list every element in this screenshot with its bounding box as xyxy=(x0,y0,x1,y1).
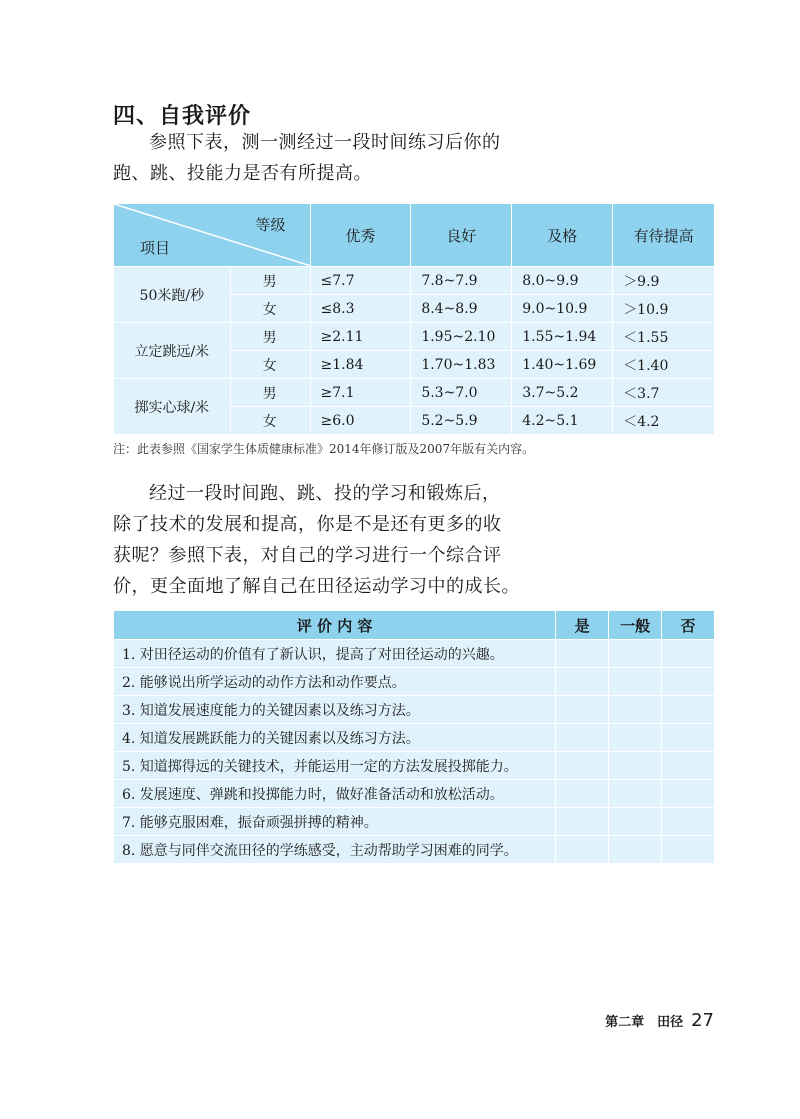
value-cell: 3.7~5.2 xyxy=(512,379,613,407)
rating-cell-no[interactable] xyxy=(662,696,715,724)
table-row xyxy=(114,752,715,780)
evaluation-item: 4. 知道发展跳跃能力的关键因素以及练习方法。 xyxy=(114,724,556,752)
para2-line-3: 获呢？参照下表，对自己的学习进行一个综合评 xyxy=(113,545,502,566)
rating-cell-no[interactable] xyxy=(662,640,715,668)
sex-cell: 男 xyxy=(230,379,310,407)
rating-cell-average[interactable] xyxy=(609,696,662,724)
table-row xyxy=(114,696,715,724)
rating-cell-average[interactable] xyxy=(609,724,662,752)
col-header-no: 否 xyxy=(662,611,715,640)
intro-line-1: 参照下表，测一测经过一段时间练习后你的 xyxy=(149,132,501,153)
rating-cell-average[interactable] xyxy=(609,780,662,808)
col-header-improve: 有待提高 xyxy=(613,204,715,267)
value-cell: ≥7.1 xyxy=(310,379,411,407)
para2-line-2: 除了技术的发展和提高，你是不是还有更多的收 xyxy=(113,514,502,535)
value-cell: ＜3.7 xyxy=(613,379,715,407)
rating-cell-yes[interactable] xyxy=(556,668,609,696)
col-header-yes: 是 xyxy=(556,611,609,640)
col-header-excellent: 优秀 xyxy=(310,204,411,267)
value-cell: ＜1.55 xyxy=(613,323,715,351)
rating-cell-yes[interactable] xyxy=(556,836,609,864)
rating-cell-average[interactable] xyxy=(609,808,662,836)
evaluation-item: 5. 知道掷得远的关键技术，并能运用一定的方法发展投掷能力。 xyxy=(114,752,556,780)
rating-cell-yes[interactable] xyxy=(556,696,609,724)
header-diagonal-cell xyxy=(114,204,311,267)
item-long-jump: 立定跳远/米 xyxy=(114,323,231,379)
rating-cell-no[interactable] xyxy=(662,780,715,808)
evaluation-item: 1. 对田径运动的价值有了新认识，提高了对田径运动的兴趣。 xyxy=(114,640,556,668)
value-cell: ＞10.9 xyxy=(613,295,715,323)
value-cell: 8.0~9.9 xyxy=(512,267,613,295)
table-row xyxy=(114,379,715,407)
section-heading: 四、自我评价 xyxy=(113,104,252,129)
para2-line-1: 经过一段时间跑、跳、投的学习和锻炼后， xyxy=(149,483,501,504)
rating-cell-average[interactable] xyxy=(609,640,662,668)
value-cell: 8.4~8.9 xyxy=(411,295,512,323)
header-item: 项目 xyxy=(140,239,171,257)
value-cell: 9.0~10.9 xyxy=(512,295,613,323)
value-cell: ＜4.2 xyxy=(613,407,715,435)
value-cell: 1.55~1.94 xyxy=(512,323,613,351)
table-row xyxy=(114,668,715,696)
rating-cell-no[interactable] xyxy=(662,808,715,836)
rating-cell-yes[interactable] xyxy=(556,808,609,836)
value-cell: ≥6.0 xyxy=(310,407,411,435)
table-row xyxy=(114,780,715,808)
col-header-pass: 及格 xyxy=(512,204,613,267)
rating-cell-yes[interactable] xyxy=(556,724,609,752)
evaluation-item: 7. 能够克服困难，振奋顽强拼搏的精神。 xyxy=(114,808,556,836)
self-evaluation-table xyxy=(113,610,715,864)
evaluation-paragraph xyxy=(113,478,533,602)
page-number: 27 xyxy=(691,1010,714,1031)
value-cell: ＞9.9 xyxy=(613,267,715,295)
table-row xyxy=(114,836,715,864)
rating-cell-no[interactable] xyxy=(662,724,715,752)
evaluation-item: 2. 能够说出所学运动的动作方法和动作要点。 xyxy=(114,668,556,696)
rating-cell-no[interactable] xyxy=(662,836,715,864)
rating-cell-no[interactable] xyxy=(662,668,715,696)
col-header-content: 评 价 内 容 xyxy=(114,611,556,640)
table-row xyxy=(114,640,715,668)
rating-cell-yes[interactable] xyxy=(556,640,609,668)
value-cell: 5.3~7.0 xyxy=(411,379,512,407)
value-cell: ≤7.7 xyxy=(310,267,411,295)
col-header-average: 一般 xyxy=(609,611,662,640)
para2-line-4: 价，更全面地了解自己在田径运动学习中的成长。 xyxy=(113,576,520,597)
value-cell: 1.40~1.69 xyxy=(512,351,613,379)
value-cell: 1.95~2.10 xyxy=(411,323,512,351)
table-row xyxy=(114,724,715,752)
rating-cell-average[interactable] xyxy=(609,752,662,780)
table-row xyxy=(114,808,715,836)
evaluation-item: 6. 发展速度、弹跳和投掷能力时，做好准备活动和放松活动。 xyxy=(114,780,556,808)
value-cell: 7.8~7.9 xyxy=(411,267,512,295)
intro-paragraph xyxy=(113,127,513,189)
chapter-label: 第二章 田径 xyxy=(605,1015,684,1030)
item-50m: 50米跑/秒 xyxy=(114,267,231,323)
value-cell: 5.2~5.9 xyxy=(411,407,512,435)
header-level: 等级 xyxy=(255,216,286,234)
table-note: 注：此表参照《国家学生体质健康标准》2014年修订版及2007年版有关内容。 xyxy=(113,442,535,456)
rating-cell-yes[interactable] xyxy=(556,752,609,780)
evaluation-item: 3. 知道发展速度能力的关键因素以及练习方法。 xyxy=(114,696,556,724)
rating-cell-yes[interactable] xyxy=(556,780,609,808)
table-row xyxy=(114,267,715,295)
evaluation-item: 8. 愿意与同伴交流田径的学练感受，主动帮助学习困难的同学。 xyxy=(114,836,556,864)
sex-cell: 男 xyxy=(230,267,310,295)
intro-line-2: 跑、跳、投能力是否有所提高。 xyxy=(113,163,372,184)
sex-cell: 女 xyxy=(230,351,310,379)
value-cell: 4.2~5.1 xyxy=(512,407,613,435)
value-cell: 1.70~1.83 xyxy=(411,351,512,379)
value-cell: ≤8.3 xyxy=(310,295,411,323)
rating-cell-average[interactable] xyxy=(609,836,662,864)
item-shot-put: 掷实心球/米 xyxy=(114,379,231,435)
rating-cell-average[interactable] xyxy=(609,668,662,696)
col-header-good: 良好 xyxy=(411,204,512,267)
value-cell: ≥1.84 xyxy=(310,351,411,379)
value-cell: ＜1.40 xyxy=(613,351,715,379)
page-footer xyxy=(605,1010,714,1031)
value-cell: ≥2.11 xyxy=(310,323,411,351)
sex-cell: 女 xyxy=(230,295,310,323)
sex-cell: 女 xyxy=(230,407,310,435)
rating-cell-no[interactable] xyxy=(662,752,715,780)
fitness-standards-table xyxy=(113,203,715,435)
table-row xyxy=(114,323,715,351)
sex-cell: 男 xyxy=(230,323,310,351)
